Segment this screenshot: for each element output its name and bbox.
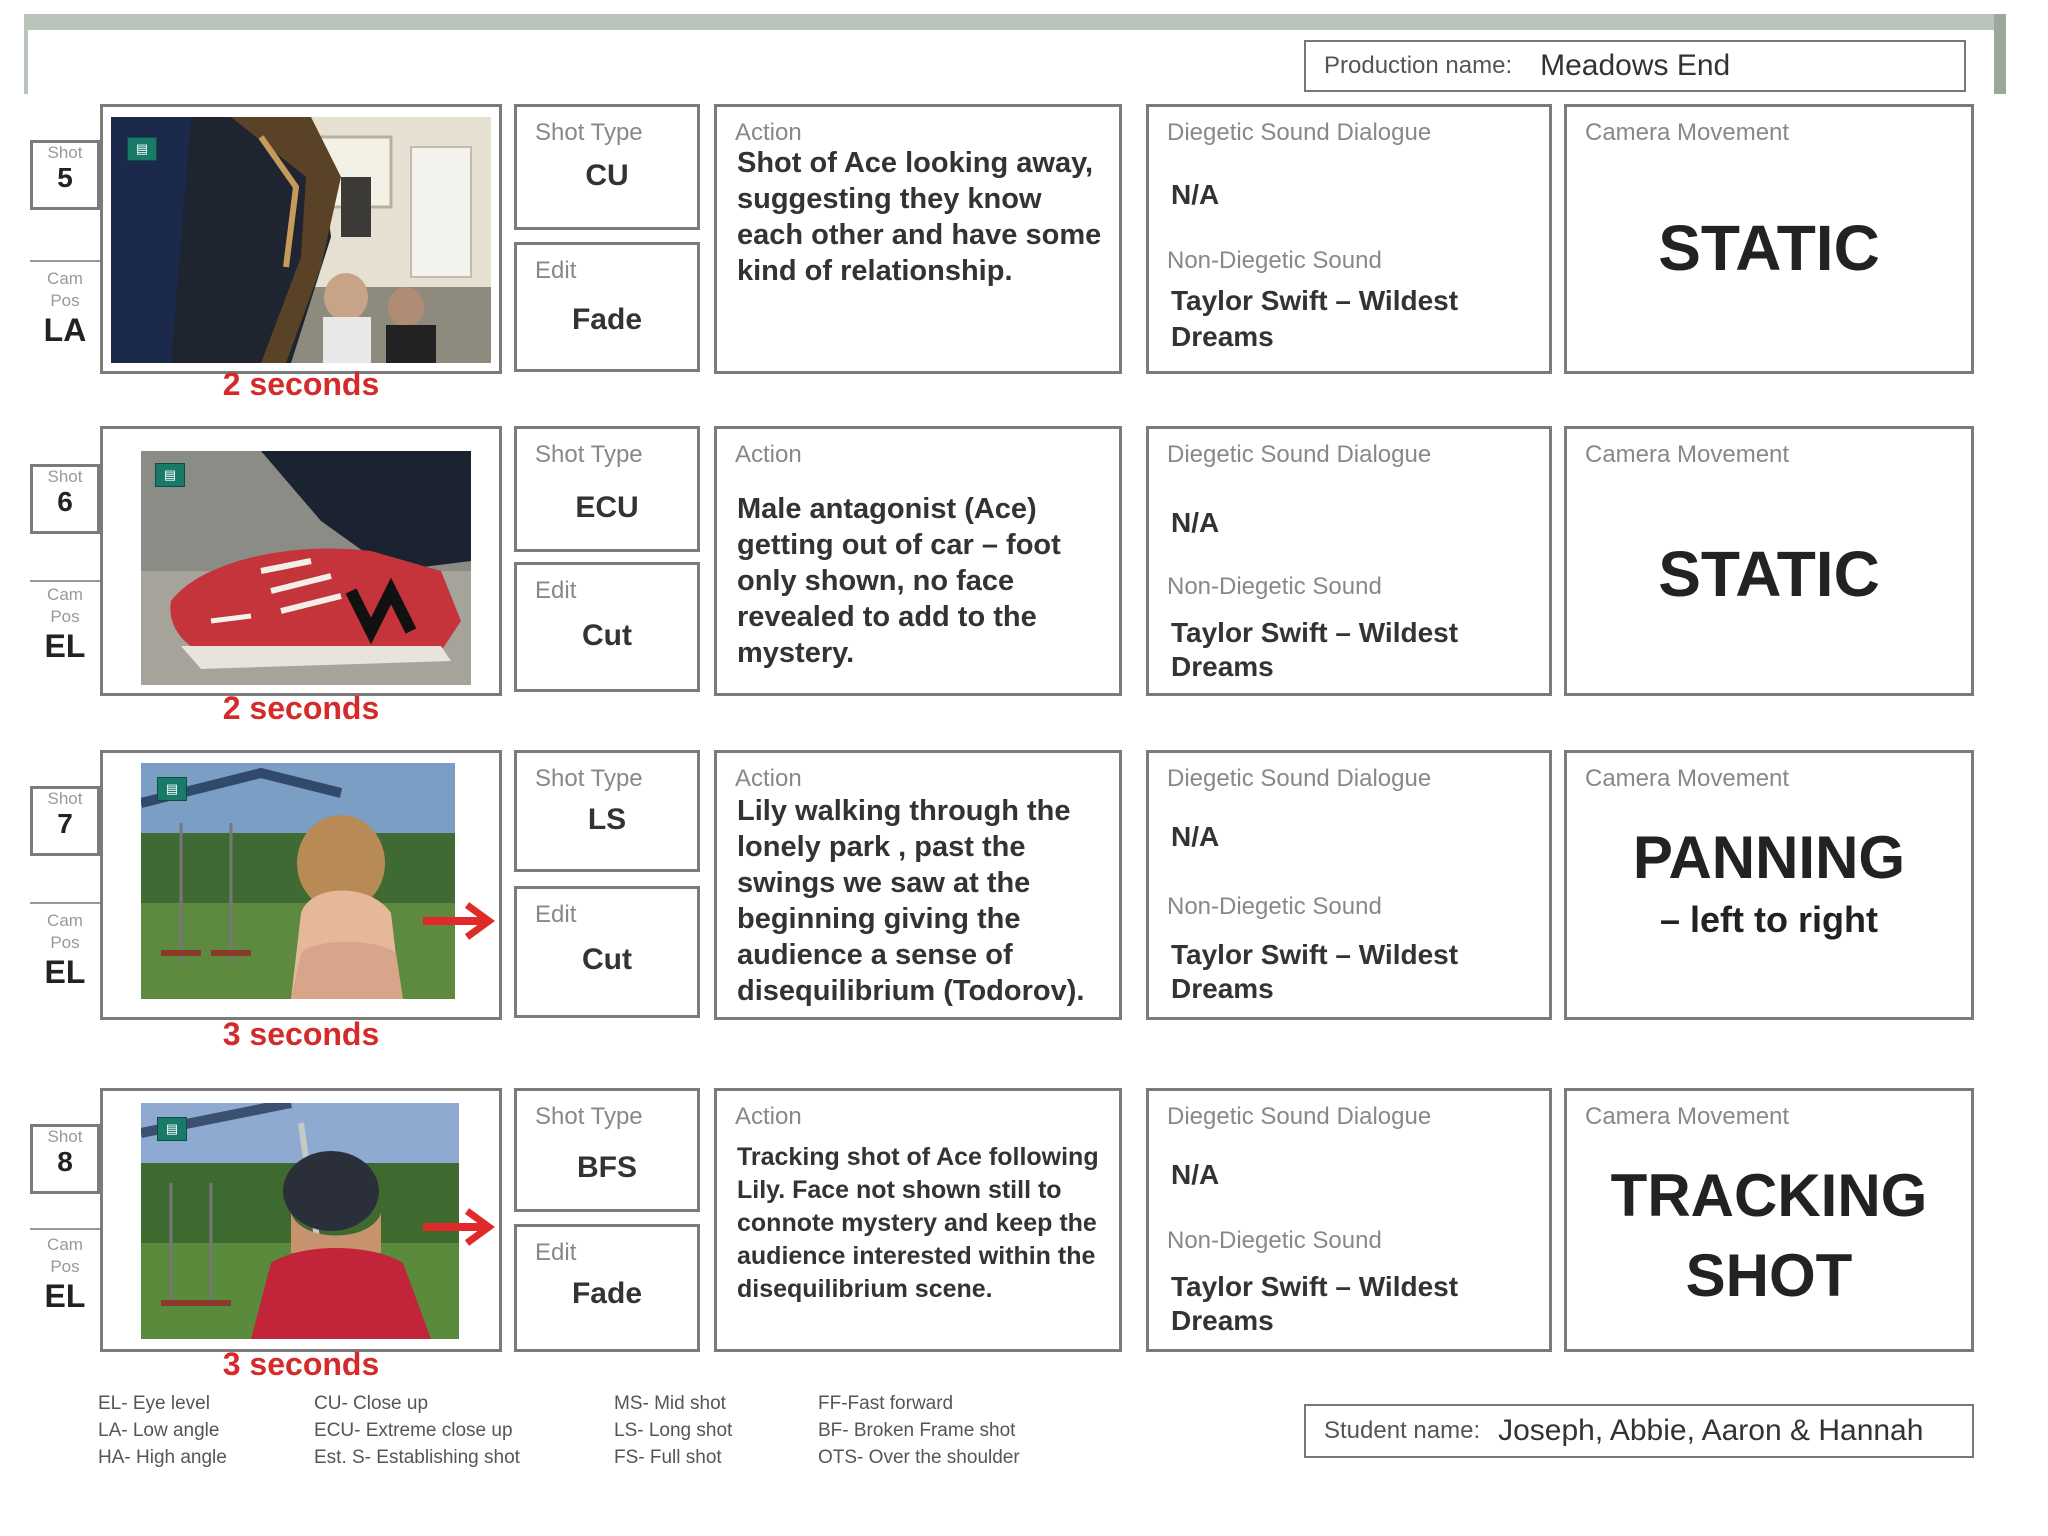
legend-shot-types (614, 1390, 732, 1471)
edit-cell (514, 1224, 700, 1352)
legend-camera-angles (98, 1390, 227, 1471)
scene-photo-park-swings (141, 763, 455, 999)
camera-movement-value: PANNING (1632, 824, 1906, 891)
non-diegetic-label: Non-Diegetic Sound (1167, 573, 1382, 600)
legend-item: EL- Eye level (98, 1393, 210, 1414)
student-name-value: Joseph, Abbie, Aaron & Hannah (1498, 1414, 1924, 1447)
shot-type-cell (514, 104, 700, 230)
edit-value: Fade (571, 1277, 643, 1310)
pos-label: Pos (50, 607, 80, 626)
cam-pos-box (30, 910, 100, 1010)
left-decorative-bar (24, 14, 28, 94)
camera-movement-cell (1564, 750, 1974, 1020)
action-cell (714, 750, 1122, 1020)
shot-duration: 2 seconds (222, 366, 380, 402)
action-label: Action (735, 119, 802, 146)
pos-label: Pos (50, 1257, 80, 1276)
shot-number: 7 (57, 808, 73, 839)
divider (30, 1228, 100, 1230)
cam-pos-value: EL (44, 628, 86, 664)
sound-cell (1146, 104, 1552, 374)
storyboard-frame (100, 750, 502, 1020)
tracking-direction-arrow (423, 1207, 495, 1247)
edit-cell (514, 562, 700, 692)
legend-item: LA- Low angle (98, 1420, 220, 1441)
image-icon: ▤ (157, 777, 187, 801)
shot-type-label: Shot Type (535, 1103, 643, 1130)
cam-pos-value: EL (44, 954, 86, 990)
pan-direction-arrow (423, 901, 495, 941)
shot-number-box (30, 464, 100, 534)
shot-number-box (30, 1124, 100, 1194)
sound-cell (1146, 1088, 1552, 1352)
right-decorative-bar (1994, 14, 2006, 94)
action-text: Tracking shot of Ace following Lily. Face not shown still to connote mystery and keep the audience interested within the disequilibrium scene. (737, 1143, 1099, 1303)
top-decorative-bar (24, 14, 2006, 30)
camera-movement-label: Camera Movement (1585, 119, 1790, 146)
edit-cell (514, 886, 700, 1018)
legend-item: CU- Close up (314, 1393, 429, 1414)
scene-photo-tracking-park (141, 1103, 459, 1339)
storyboard-frame (100, 104, 502, 374)
legend-item: Est. S- Establishing shot (314, 1447, 520, 1468)
shot-type-value: BFS (577, 1151, 637, 1184)
shot-type-label: Shot Type (535, 441, 643, 468)
legend-item: OTS- Over the shoulder (818, 1447, 1020, 1468)
cam-label: Cam (47, 269, 83, 288)
divider (30, 260, 100, 262)
non-diegetic-line-2: Dreams (1171, 1305, 1274, 1336)
non-diegetic-line-1: Taylor Swift – Wildest (1171, 285, 1459, 316)
action-cell (714, 1088, 1122, 1352)
non-diegetic-label: Non-Diegetic Sound (1167, 247, 1382, 274)
shot-type-cell (514, 1088, 700, 1212)
shot-type-label: Shot Type (535, 119, 643, 146)
edit-label: Edit (535, 901, 577, 928)
edit-value: Fade (571, 303, 643, 336)
cam-pos-value: EL (44, 1278, 86, 1314)
scene-photo-red-shoe (141, 451, 471, 685)
shot-type-label: Shot Type (535, 765, 643, 792)
action-label: Action (735, 1103, 802, 1130)
pos-label: Pos (50, 291, 80, 310)
action-label: Action (735, 441, 802, 468)
cam-pos-box (30, 1234, 100, 1334)
shot-number-box (30, 140, 100, 210)
non-diegetic-line-2: Dreams (1171, 321, 1274, 352)
image-icon: ▤ (127, 137, 157, 161)
legend-item: HA- High angle (98, 1447, 227, 1468)
diegetic-label: Diegetic Sound Dialogue (1167, 1103, 1432, 1130)
shot-type-value: LS (587, 803, 627, 836)
legend-item: FS- Full shot (614, 1447, 722, 1468)
camera-movement-cell (1564, 1088, 1974, 1352)
legend-item: MS- Mid shot (614, 1393, 726, 1414)
non-diegetic-line-1: Taylor Swift – Wildest (1171, 1271, 1459, 1302)
cam-pos-box (30, 268, 100, 368)
camera-movement-cell (1564, 426, 1974, 696)
cam-pos-value: LA (43, 312, 87, 348)
edit-cell (514, 242, 700, 372)
scene-photo-living-room (111, 117, 491, 363)
edit-value: Cut (582, 619, 632, 652)
shot-label: Shot (47, 789, 83, 808)
camera-movement-value: STATIC (1658, 538, 1880, 610)
image-icon: ▤ (157, 1117, 187, 1141)
edit-label: Edit (535, 257, 577, 284)
sound-cell (1146, 426, 1552, 696)
shot-duration: 2 seconds (222, 690, 380, 726)
student-name-box (1304, 1404, 1974, 1458)
edit-value: Cut (582, 943, 632, 976)
camera-movement-value-line-2: SHOT (1685, 1242, 1853, 1309)
divider (30, 902, 100, 904)
shot-label: Shot (47, 1127, 83, 1146)
legend-item: BF- Broken Frame shot (818, 1420, 1016, 1441)
non-diegetic-line-1: Taylor Swift – Wildest (1171, 939, 1459, 970)
shot-duration: 3 seconds (222, 1016, 380, 1052)
action-cell (714, 426, 1122, 696)
camera-movement-cell (1564, 104, 1974, 374)
shot-type-value: ECU (575, 491, 639, 524)
edit-label: Edit (535, 1239, 577, 1266)
non-diegetic-line-2: Dreams (1171, 651, 1274, 682)
legend-shot-sizes (314, 1390, 520, 1471)
diegetic-label: Diegetic Sound Dialogue (1167, 441, 1432, 468)
non-diegetic-line-2: Dreams (1171, 973, 1274, 1004)
legend-item: FF-Fast forward (818, 1393, 954, 1414)
sound-cell (1146, 750, 1552, 1020)
cam-pos-box (30, 584, 100, 684)
shot-number: 8 (57, 1146, 73, 1177)
production-name-value: Meadows End (1540, 49, 1731, 82)
legend-item: LS- Long shot (614, 1420, 733, 1441)
production-name-box (1304, 40, 1966, 92)
shot-type-value: CU (585, 159, 629, 192)
storyboard-frame (100, 426, 502, 696)
pos-label: Pos (50, 933, 80, 952)
diegetic-label: Diegetic Sound Dialogue (1167, 119, 1432, 146)
camera-movement-value: STATIC (1658, 212, 1880, 284)
non-diegetic-label: Non-Diegetic Sound (1167, 1227, 1382, 1254)
legend-edits (818, 1390, 1020, 1471)
non-diegetic-label: Non-Diegetic Sound (1167, 893, 1382, 920)
action-text: Shot of Ace looking away, suggesting they know each other and have some kind of relationship. (737, 147, 1102, 287)
shot-type-cell (514, 750, 700, 872)
divider (30, 580, 100, 582)
shot-type-cell (514, 426, 700, 552)
action-text: Male antagonist (Ace) getting out of car – foot only shown, no face revealed to add to the mystery. (737, 493, 1061, 669)
storyboard-frame (100, 1088, 502, 1352)
shot-number-box (30, 786, 100, 856)
legend-item: ECU- Extreme close up (314, 1420, 513, 1441)
shot-number: 6 (57, 486, 73, 517)
camera-movement-value: TRACKING (1610, 1162, 1928, 1229)
diegetic-value: N/A (1171, 507, 1220, 538)
shot-label: Shot (47, 143, 83, 162)
diegetic-label: Diegetic Sound Dialogue (1167, 765, 1432, 792)
edit-label: Edit (535, 577, 577, 604)
action-cell (714, 104, 1122, 374)
diegetic-value: N/A (1171, 179, 1220, 210)
camera-movement-label: Camera Movement (1585, 1103, 1790, 1130)
shot-label: Shot (47, 467, 83, 486)
image-icon: ▤ (155, 463, 185, 487)
student-name-label: Student name: (1324, 1417, 1481, 1444)
non-diegetic-line-1: Taylor Swift – Wildest (1171, 617, 1459, 648)
camera-movement-label: Camera Movement (1585, 441, 1790, 468)
diegetic-value: N/A (1171, 821, 1220, 852)
diegetic-value: N/A (1171, 1159, 1220, 1190)
shot-duration: 3 seconds (222, 1346, 380, 1382)
shot-number: 5 (57, 162, 73, 193)
production-name-label: Production name: (1324, 52, 1513, 79)
camera-movement-detail: – left to right (1660, 899, 1878, 940)
camera-movement-label: Camera Movement (1585, 765, 1790, 792)
action-label: Action (735, 765, 802, 792)
cam-label: Cam (47, 911, 83, 930)
action-text: Lily walking through the lonely park , past the swings we saw at the beginning giving the audience a sense of disequilibrium (Todorov). (737, 795, 1085, 1007)
cam-label: Cam (47, 585, 83, 604)
cam-label: Cam (47, 1235, 83, 1254)
